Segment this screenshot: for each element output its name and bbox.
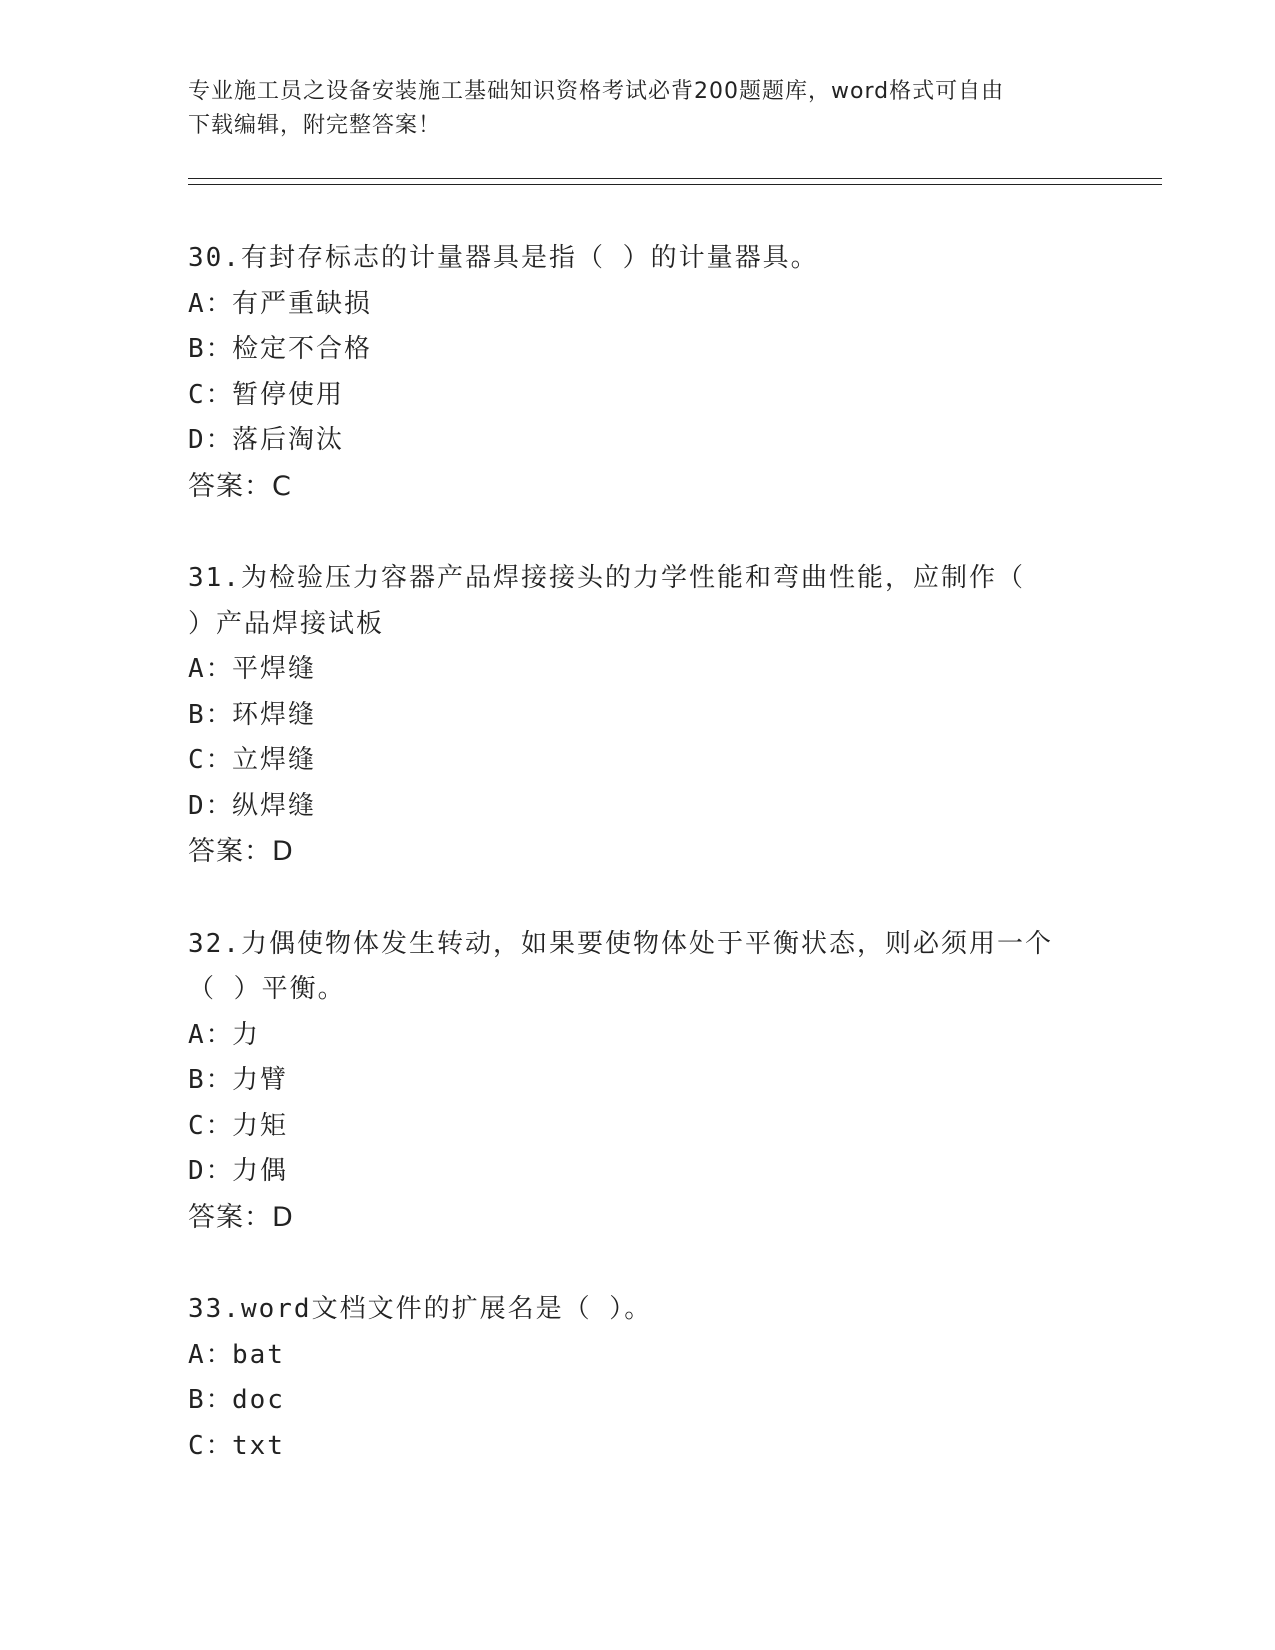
question-list [188,236,1088,1516]
option-b [188,693,1088,739]
answer-line: 答案：D [188,1201,294,1233]
option-text: txt [232,1430,285,1461]
option-b [188,327,1088,373]
header-line-2: 下载编辑，附完整答案！ [188,113,442,138]
option-a [188,1013,1088,1059]
answer-line: 答案：C [188,470,292,502]
option-letter: A： [188,288,234,319]
option-text: 落后淘汰 [232,425,345,455]
header-divider-bottom [188,184,1162,185]
question-31 [188,556,1088,875]
option-text: 有严重缺损 [232,288,373,319]
option-text: 纵焊缝 [232,790,317,821]
option-letter: B： [188,699,234,730]
option-text: 环焊缝 [232,699,317,730]
option-c [188,1104,1088,1150]
option-text: 力 [232,1019,261,1050]
option-b [188,1378,1088,1424]
option-letter: C： [188,379,234,410]
question-stem-continued: ）产品焊接试板 [188,608,385,639]
option-letter: B： [188,1385,234,1415]
option-letter: B： [188,1065,234,1095]
option-a [188,647,1088,693]
question-33 [188,1287,1088,1469]
option-d [188,1149,1088,1195]
option-letter: C： [188,745,234,775]
question-stem: 33.word文档文件的扩展名是（ ）。 [188,1294,653,1324]
header-line-1: 专业施工员之设备安装施工基础知识资格考试必背200题题库，word格式可自由 [188,79,1005,104]
option-c [188,373,1088,419]
option-a [188,1333,1088,1379]
option-text: 力偶 [232,1156,289,1186]
option-letter: C： [188,1110,234,1141]
option-d [188,418,1088,464]
option-text: 检定不合格 [232,334,373,364]
option-letter: C： [188,1430,234,1461]
document-header [188,75,1088,143]
option-letter: B： [188,334,234,364]
option-a [188,282,1088,328]
question-stem-continued: （ ）平衡。 [188,974,346,1004]
option-b [188,1058,1088,1104]
option-text: 力臂 [232,1065,289,1095]
option-text: 力矩 [232,1110,289,1141]
option-letter: D： [188,790,234,821]
option-c [188,1424,1088,1470]
option-text: doc [232,1385,285,1415]
option-letter: A： [188,654,234,684]
answer-line: 答案：D [188,836,294,867]
option-letter: A： [188,1019,234,1050]
option-text: bat [232,1339,285,1370]
option-letter: A： [188,1339,234,1370]
option-text: 立焊缝 [232,745,317,775]
question-stem: 30.有封存标志的计量器具是指（ ）的计量器具。 [188,243,819,273]
option-text: 暂停使用 [232,379,345,410]
question-stem: 31.为检验压力容器产品焊接接头的力学性能和弯曲性能，应制作（ [188,563,1025,593]
option-c [188,738,1088,784]
option-text: 平焊缝 [232,654,317,684]
question-30 [188,236,1088,509]
question-32 [188,922,1088,1241]
option-d [188,784,1088,830]
question-stem: 32.力偶使物体发生转动，如果要使物体处于平衡状态，则必须用一个 [188,928,1053,959]
option-letter: D： [188,425,234,455]
option-letter: D： [188,1156,234,1186]
header-divider-top [188,178,1162,179]
